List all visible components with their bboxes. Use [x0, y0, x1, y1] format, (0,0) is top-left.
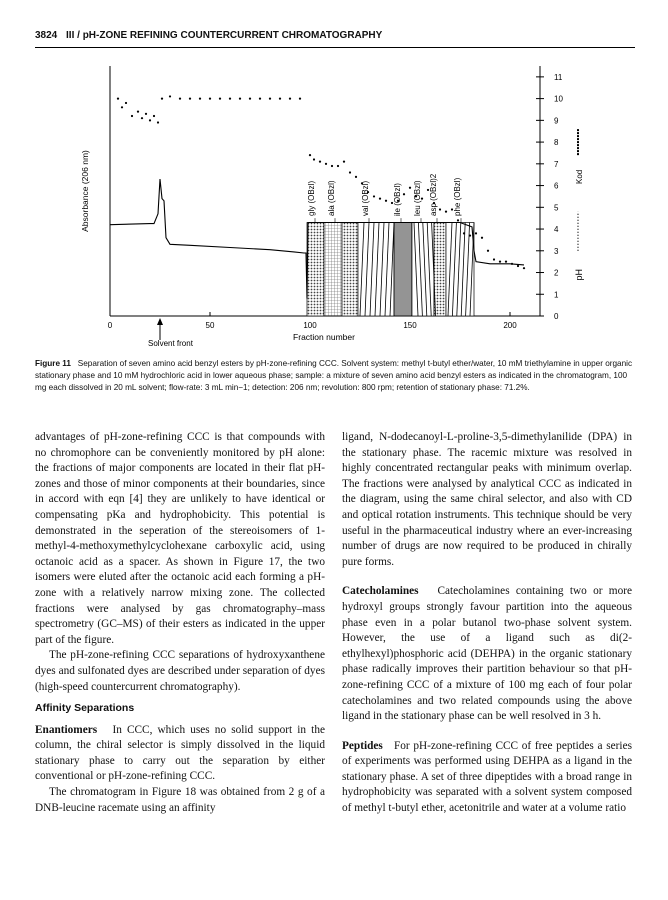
- ph-point: [259, 98, 261, 100]
- ph-point: [117, 98, 119, 100]
- solvent-front-arrowhead: [157, 318, 163, 325]
- ph-point: [379, 198, 381, 200]
- peak-label: ala (OBzl): [327, 180, 336, 216]
- figure-caption: [35, 358, 635, 394]
- y-tick-label: 7: [554, 159, 559, 169]
- ph-point: [145, 113, 147, 115]
- ph-point: [229, 98, 231, 100]
- y-tick-label: 10: [554, 94, 563, 104]
- runin-enantiomers: Enantiomers: [35, 723, 98, 736]
- ph-point: [487, 250, 489, 252]
- ph-point: [499, 261, 501, 263]
- ph-point: [249, 98, 251, 100]
- y-tick-label: 3: [554, 246, 559, 256]
- ph-point: [385, 200, 387, 202]
- y-tick-label: 1: [554, 290, 559, 300]
- ph-point: [137, 111, 139, 113]
- ph-point: [523, 267, 525, 269]
- peak-zone: [394, 223, 412, 316]
- y-tick-label: 8: [554, 138, 559, 148]
- ph-point: [343, 161, 345, 163]
- peptides-text: For pH-zone-refining CCC of free peptides a series of experiments was performed using DEHPA as a ligand in the stationary phase. A set of three dipeptides with a broad range in hydrophobicity was separated with a solvent system composed of methyl t-butyl ether, acetonitrile and water at a volume ratio: [342, 739, 632, 815]
- ph-point: [319, 161, 321, 163]
- legend-kod-label: Kod: [575, 169, 584, 184]
- left-paragraph-2: The pH-zone-refining CCC separations of hydroxyxanthene dyes and sulfonated dyes are described under separation of dyes (high-speed countercurrent chromatography).: [35, 649, 325, 693]
- y-tick-label: 9: [554, 116, 559, 126]
- y-tick-label: 2: [554, 268, 559, 278]
- peak-labels: [307, 173, 462, 222]
- ph-point: [457, 219, 459, 221]
- peak-label: phe (OBzl): [453, 177, 462, 216]
- ph-point: [355, 176, 357, 178]
- ph-point: [149, 119, 151, 121]
- y-tick-label: 4: [554, 225, 559, 235]
- y-tick-label: 11: [554, 72, 563, 82]
- left-paragraph-1: advantages of pH-zone-refining CCC is that compounds with no chromophore can be conveniently monitored by pH alone: the fractions of major components are located in their flat pH-zones and those of minor components at their boundaries, since in accord with eqn [4] they are unlikely to have identical or compensating pKa and hydrophobicity. This potential is demonstrated in the seperation of the stereoisomers of 1-methyl-4-methoxymethylcyclohexane carboxylic acid, using octanoic acid as a spacer. As shown in Figure 17, the two isomers were eluted after the octanoic acid each forming a pH-zone with a relatively narrow mixing zone. The collected fractions were analysed by gas chromatography–mass spectrometry (GC–MS) of their esters as indicated in the upper part of the figure.: [35, 431, 325, 646]
- ph-point: [239, 98, 241, 100]
- ph-point: [121, 106, 123, 108]
- running-header: [35, 30, 635, 41]
- running-title: III / pH-ZONE REFINING COUNTERCURRENT CHROMATOGRAPHY: [66, 30, 383, 41]
- ph-point: [299, 98, 301, 100]
- ph-point: [157, 121, 159, 123]
- peak-zones: [307, 223, 474, 316]
- left-paragraph-4: The chromatogram in Figure 18 was obtained from 2 g of a DNB-leucine racemate using an affinity: [35, 786, 325, 814]
- peak-zone: [307, 223, 324, 316]
- left-column: [35, 430, 325, 816]
- ph-point: [409, 187, 411, 189]
- ph-point: [349, 171, 351, 173]
- caption-label: Figure 11: [35, 359, 71, 368]
- enantiomers-text: In CCC, which uses no solid support in the column, the chiral selector is simply dissolved in the liquid stationary phase to carry out the separation by either conventional or pH-zone-refining CCC.: [35, 723, 325, 783]
- header-rule: [35, 47, 635, 48]
- peak-zone: [324, 223, 342, 316]
- ph-point: [161, 98, 163, 100]
- x-tick-label: 100: [303, 321, 317, 330]
- ph-point: [169, 95, 171, 97]
- ph-point: [269, 98, 271, 100]
- ph-point: [279, 98, 281, 100]
- right-paragraph-3: [342, 739, 632, 817]
- peak-zone: [342, 223, 358, 316]
- right-paragraph-1: ligand, N-dodecanoyl-L-proline-3,5-dimethylanilide (DPA) in the stationary phase. The racemic mixture was resolved in highly concentrated rectangular peaks with minimum overlap. The fractions were analysed by analytical CCC as indicated in the diagram, using the same chiral selector, and also with CD and optical rotation instruments. This technique should be very useful in the pharmaceutical industry where an ever-increasing number of drugs are now required to be produced in chirally pure forms.: [342, 431, 632, 568]
- left-paragraph-3: [35, 723, 325, 785]
- catecholamines-text: Catecholamines containing two or more hydroxyl groups strongly favour partition into the aqueous phase even in a polar butanol two-phase solvent system. However, the use of a ligand such as di(2-ethylhexyl)phosphoric acid (DEHPA) in the organic stationary phase radically improves their partition behaviour so that pH-zone-refining CCC of a mixture of 100 mg each of four polar catecholamines and two related compounds using the above ligand in the stationary phase can be well resolved in 3 h.: [342, 585, 632, 723]
- ph-point: [141, 117, 143, 119]
- ph-point: [475, 232, 477, 234]
- ph-point: [199, 98, 201, 100]
- ph-point: [373, 195, 375, 197]
- ph-point: [337, 165, 339, 167]
- x-axis-label: Fraction number: [293, 332, 355, 342]
- ph-point: [309, 154, 311, 156]
- x-tick-label: 0: [107, 321, 113, 330]
- ph-point: [313, 158, 315, 160]
- ph-point: [289, 98, 291, 100]
- x-tick-label: 200: [503, 321, 517, 330]
- y-tick-label: 5: [554, 203, 559, 213]
- ph-point: [125, 102, 127, 104]
- y-tick-label: 0: [554, 312, 559, 321]
- y-axis-label-right: pH: [574, 268, 584, 281]
- peak-zone: [434, 223, 446, 316]
- ph-point: [517, 265, 519, 267]
- ph-point: [331, 165, 333, 167]
- ph-point: [505, 261, 507, 263]
- x-tick-label: 50: [205, 321, 215, 330]
- ph-point: [445, 211, 447, 213]
- page-number: 3824: [35, 30, 58, 41]
- ph-point: [219, 98, 221, 100]
- ph-point: [463, 232, 465, 234]
- peak-label: asp (OBzl)2: [429, 173, 438, 216]
- ph-point: [179, 98, 181, 100]
- ph-point: [481, 237, 483, 239]
- caption-text: Separation of seven amino acid benzyl esters by pH-zone-refining CCC. Solvent system: methyl t-butyl ether/water, 10 mM triethylamine in upper organic stationary phase and 10 mM hydrochloric acid in lower aqueous phase; sample: a mixture of seven amino acid benzyl esters as indicated in the chromatogram, 100 mg each dissolved in 20 mL solvent; flow-rate: 3 mL min−1; detection: 206 nm; revolution: 800 rpm; retention of stationary phase: 71.2%.: [35, 359, 633, 392]
- ph-point: [493, 258, 495, 260]
- x-tick-label: 150: [403, 321, 417, 330]
- y-axis-label-left: Absorbance (206 nm): [80, 150, 90, 232]
- runin-catecholamines: Catecholamines: [342, 585, 419, 598]
- section-heading: Affinity Separations: [35, 702, 135, 715]
- right-paragraph-2: [342, 584, 632, 724]
- figure-11-chart: [70, 60, 610, 350]
- y-tick-label: 6: [554, 181, 559, 191]
- ph-point: [325, 163, 327, 165]
- ph-point: [403, 193, 405, 195]
- runin-peptides: Peptides: [342, 739, 383, 752]
- peak-label: gly (OBzl): [307, 180, 316, 216]
- right-column: [342, 430, 632, 817]
- peak-label: leu (OBzl): [413, 180, 422, 216]
- ph-point: [209, 98, 211, 100]
- ph-point: [469, 234, 471, 236]
- solvent-front-label: Solvent front: [148, 339, 193, 348]
- peak-label: ile (OBzl): [393, 183, 402, 216]
- ph-point: [189, 98, 191, 100]
- ph-point: [511, 263, 513, 265]
- peak-label: val (OBzl): [361, 180, 370, 216]
- ph-point: [439, 208, 441, 210]
- ph-point: [131, 115, 133, 117]
- ph-point: [153, 115, 155, 117]
